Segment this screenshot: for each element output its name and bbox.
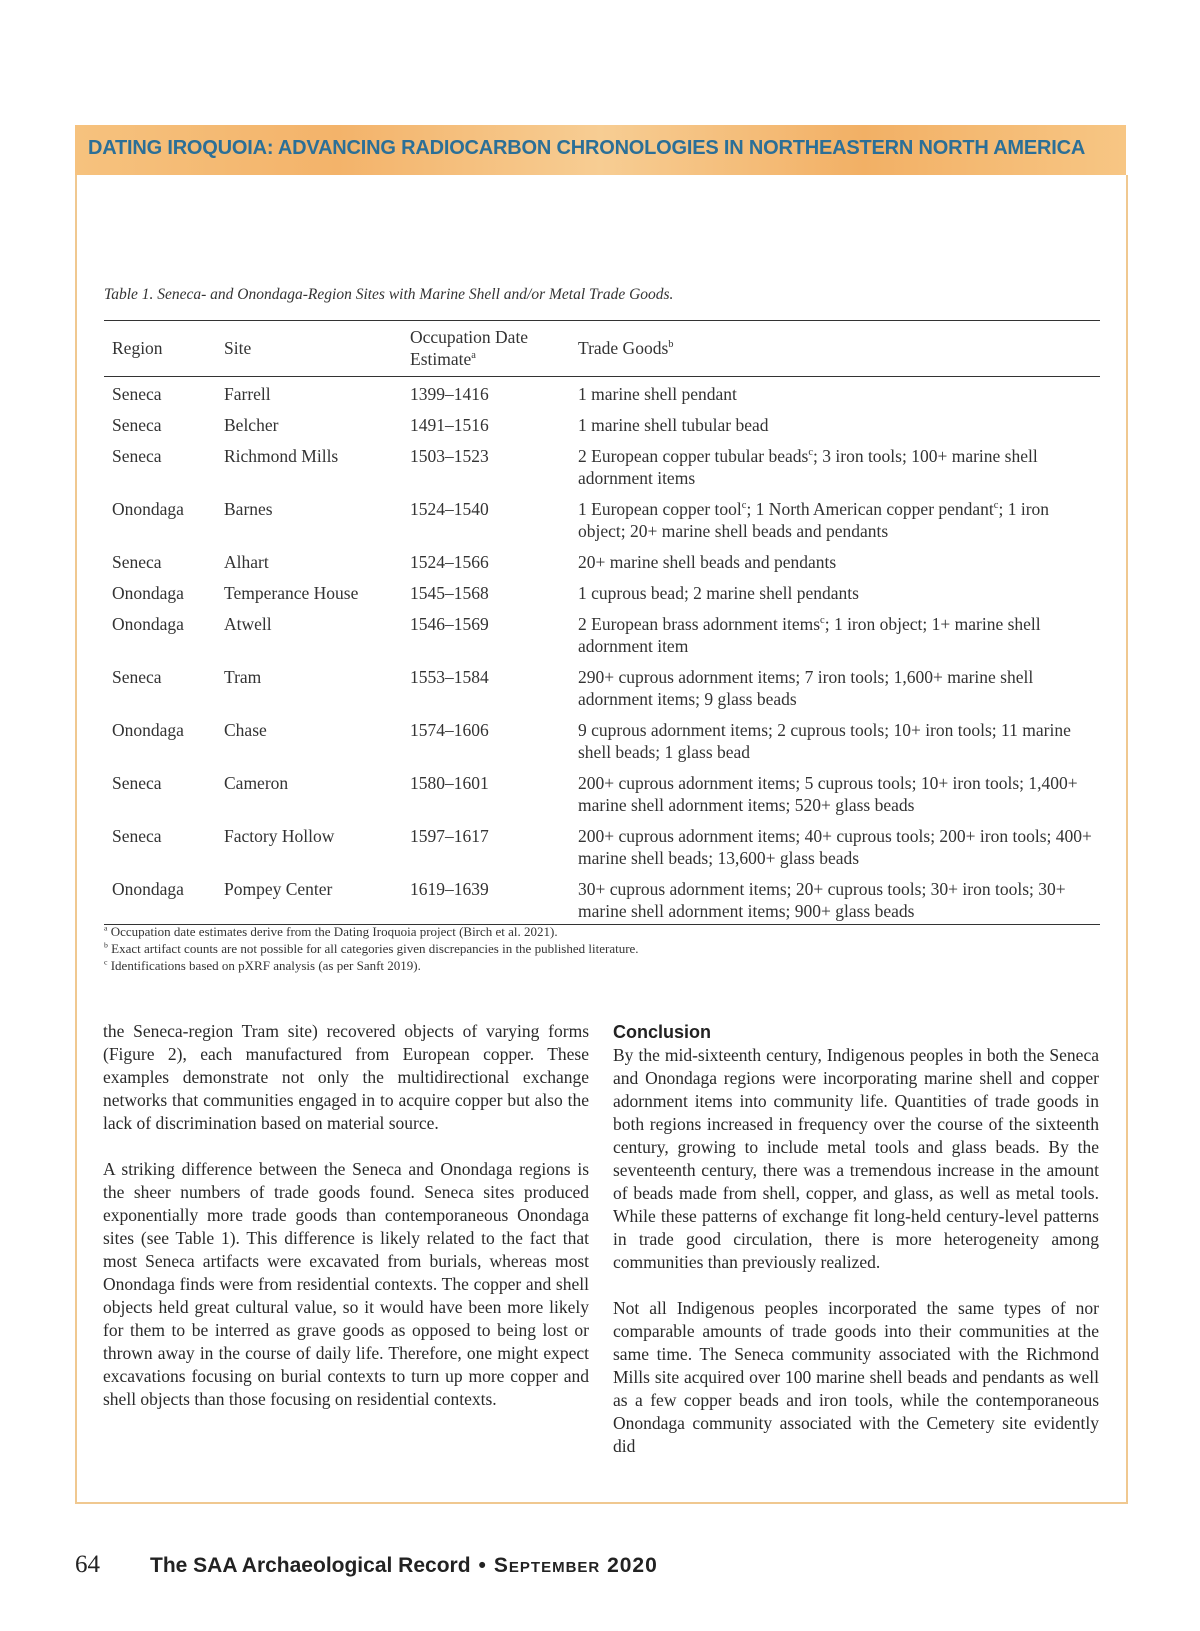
cell-goods: 1 cuprous bead; 2 marine shell pendants bbox=[578, 583, 859, 603]
cell-goods: 30+ cuprous adornment items; 20+ cuprous tools; 30+ iron tools; 30+ marine shell adornment items; 900+ glass beads bbox=[578, 879, 1066, 921]
cell-goods: 20+ marine shell beads and pendants bbox=[578, 552, 837, 572]
cell-site: Barnes bbox=[224, 499, 273, 519]
cell-region: Onondaga bbox=[112, 583, 184, 603]
cell-goods: 9 cuprous adornment items; 2 cuprous tools; 10+ iron tools; 11 marine shell beads; 1 glass bead bbox=[578, 720, 1071, 762]
issue-date: September 2020 bbox=[493, 1554, 658, 1577]
table-footnotes bbox=[104, 923, 639, 974]
cell-region: Seneca bbox=[112, 552, 162, 572]
cell-region: Seneca bbox=[112, 446, 162, 466]
table-header-row bbox=[104, 321, 1100, 377]
section-heading-conclusion: Conclusion bbox=[613, 1022, 711, 1042]
cell-site: Alhart bbox=[224, 552, 269, 572]
cell-date: 1524–1566 bbox=[410, 552, 489, 572]
table-row bbox=[104, 443, 1100, 496]
table-row bbox=[104, 496, 1100, 549]
table-row bbox=[104, 717, 1100, 770]
table-row bbox=[104, 377, 1100, 413]
journal-line bbox=[150, 1554, 658, 1578]
cell-site: Cameron bbox=[224, 773, 289, 793]
cell-region: Seneca bbox=[112, 384, 162, 404]
cell-date: 1580–1601 bbox=[410, 773, 489, 793]
cell-site: Temperance House bbox=[224, 583, 359, 603]
cell-site: Pompey Center bbox=[224, 879, 333, 899]
journal-name: The SAA Archaeological Record bbox=[150, 1554, 471, 1577]
bullet-separator: • bbox=[478, 1554, 486, 1577]
table-row bbox=[104, 412, 1100, 443]
table-row bbox=[104, 549, 1100, 580]
cell-goods: 1 marine shell tubular bead bbox=[578, 415, 769, 435]
cell-goods: 2 European brass adornment items$^c$; 1 iron object; 1+ marine shell adornment item bbox=[578, 614, 1041, 656]
header-banner bbox=[75, 125, 1126, 175]
cell-date: 1491–1516 bbox=[410, 415, 489, 435]
cell-site: Belcher bbox=[224, 415, 279, 435]
cell-goods: 1 marine shell pendant bbox=[578, 384, 737, 404]
cell-site: Richmond Mills bbox=[224, 446, 339, 466]
cell-region: Seneca bbox=[112, 415, 162, 435]
cell-goods: 290+ cuprous adornment items; 7 iron tools; 1,600+ marine shell adornment items; 9 glass beads bbox=[578, 667, 1034, 709]
col-header-goods: Trade Goods$^b$ bbox=[578, 338, 674, 358]
footnote: $^a$ Occupation date estimates derive from the Dating Iroquoia project (Birch et al. 2021). bbox=[104, 923, 558, 939]
cell-site: Farrell bbox=[224, 384, 271, 404]
cell-date: 1503–1523 bbox=[410, 446, 489, 466]
cell-region: Onondaga bbox=[112, 614, 184, 634]
footnote: $^c$ Identifications based on pXRF analysis (as per Sanft 2019). bbox=[104, 957, 421, 973]
cell-site: Factory Hollow bbox=[224, 826, 335, 846]
body-paragraph: A striking difference between the Seneca and Onondaga regions is the sheer numbers of trade goods found. Seneca sites produced exponentially more trade goods than contemporaneous Onondaga sites (see Table 1). This difference is likely related to the fact that most Seneca artifacts were excavated from burials, whereas most Onondaga finds were from residential contexts. The copper and shell objects held great cultural value, so it would have been more likely for them to be interred as grave goods as opposed to being lost or thrown away in the course of daily life. Therefore, one might expect excavations focusing on burial contexts to turn up more copper and shell objects than those focusing on residential contexts. bbox=[103, 1159, 589, 1409]
table-row bbox=[104, 770, 1100, 823]
cell-date: 1597–1617 bbox=[410, 826, 489, 846]
cell-date: 1574–1606 bbox=[410, 720, 489, 740]
page-number: 64 bbox=[75, 1551, 100, 1578]
cell-site: Tram bbox=[224, 667, 262, 687]
body-paragraph: the Seneca-region Tram site) recovered objects of varying forms (Figure 2), each manufactured from European copper. These examples demonstrate not only the multidirectional exchange networks that communities engaged in to acquire copper but also the lack of discrimination based on material source. bbox=[103, 1021, 589, 1133]
cell-goods: 200+ cuprous adornment items; 40+ cuprous tools; 200+ iron tools; 400+ marine shell beads; 13,600+ glass beads bbox=[578, 826, 1092, 868]
page-footer bbox=[75, 1551, 658, 1579]
table-row bbox=[104, 823, 1100, 876]
table-row bbox=[104, 611, 1100, 664]
cell-region: Onondaga bbox=[112, 499, 184, 519]
cell-date: 1524–1540 bbox=[410, 499, 489, 519]
table-row bbox=[104, 664, 1100, 717]
cell-region: Seneca bbox=[112, 667, 162, 687]
cell-region: Seneca bbox=[112, 826, 162, 846]
col-header-site: Site bbox=[224, 338, 252, 358]
table-caption: Table 1. Seneca- and Onondaga-Region Sites with Marine Shell and/or Metal Trade Goods. bbox=[104, 286, 674, 303]
body-column-left bbox=[103, 1020, 589, 1434]
article-series-title: DATING IROQUOIA: ADVANCING RADIOCARBON CHRONOLOGIES IN NORTHEASTERN NORTH AMERICA bbox=[88, 137, 1086, 159]
cell-date: 1546–1569 bbox=[410, 614, 489, 634]
cell-date: 1553–1584 bbox=[410, 667, 489, 687]
cell-goods: 200+ cuprous adornment items; 5 cuprous tools; 10+ iron tools; 1,400+ marine shell adornment items; 520+ glass beads bbox=[578, 773, 1078, 815]
cell-site: Chase bbox=[224, 720, 267, 740]
cell-date: 1545–1568 bbox=[410, 583, 489, 603]
cell-date: 1399–1416 bbox=[410, 384, 489, 404]
table-row bbox=[104, 580, 1100, 611]
cell-region: Onondaga bbox=[112, 879, 184, 899]
col-header-region: Region bbox=[112, 338, 163, 358]
cell-region: Onondaga bbox=[112, 720, 184, 740]
col-header-date: Occupation Date Estimate$^a$ bbox=[410, 327, 529, 369]
cell-site: Atwell bbox=[224, 614, 272, 634]
footnote: $^b$ Exact artifact counts are not possible for all categories given discrepancies in the published literature. bbox=[104, 940, 639, 956]
body-paragraph: Not all Indigenous peoples incorporated the same types of nor comparable amounts of trade goods into their communities at the same time. The Seneca community associated with the Richmond Mills site acquired over 100 marine shell beads and pendants as well as a few copper beads and iron tools, while the contemporaneous Onondaga community associated with the Cemetery site evidently did bbox=[613, 1298, 1099, 1456]
body-column-right bbox=[613, 1020, 1099, 1481]
cell-goods: 1 European copper tool$^c$; 1 North American copper pendant$^c$; 1 iron object; 20+ marine shell beads and pendants bbox=[578, 499, 1050, 541]
table-row bbox=[104, 876, 1100, 925]
trade-goods-table bbox=[104, 320, 1100, 925]
body-paragraph: By the mid-sixteenth century, Indigenous peoples in both the Seneca and Onondaga regions were incorporating marine shell and copper adornment items into community life. Quantities of trade goods in both regions increased in frequency over the course of the sixteenth century, growing to include metal tools and glass beads. By the seventeenth century, there was a tremendous increase in the amount of beads made from shell, copper, and glass, as well as metal tools. While these patterns of exchange fit long-held century-level patterns in trade good circulation, there is more heterogeneity among communities than previously realized. bbox=[613, 1045, 1099, 1272]
cell-region: Seneca bbox=[112, 773, 162, 793]
cell-goods: 2 European copper tubular beads$^c$; 3 iron tools; 100+ marine shell adornment items bbox=[578, 446, 1038, 488]
cell-date: 1619–1639 bbox=[410, 879, 489, 899]
